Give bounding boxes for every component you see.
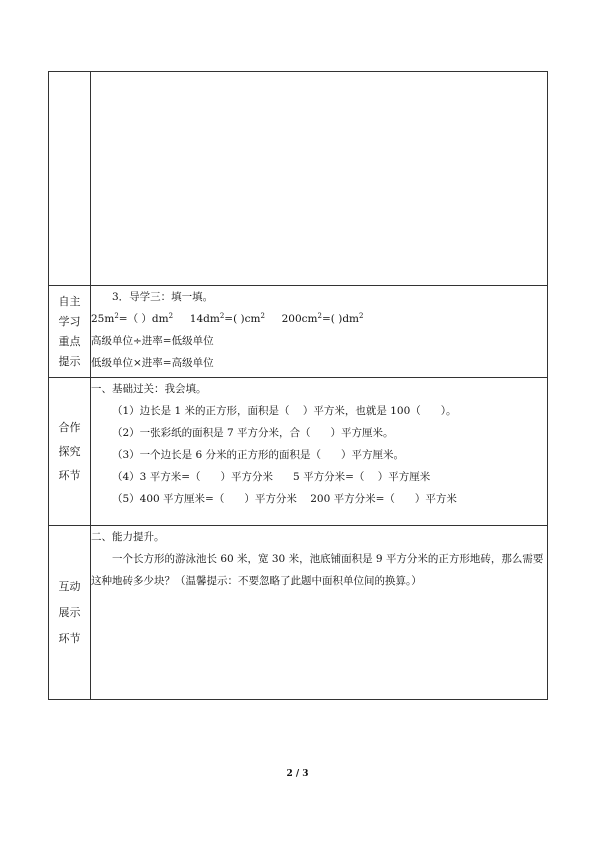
showcase-content — [91, 526, 548, 700]
exercise-item: （5）400 平方厘米=（ ）平方分米 200 平方分米=（ ）平方米 — [112, 493, 457, 505]
unit-text: 200cm — [264, 313, 318, 325]
unit-text: =（ ）dm — [118, 313, 169, 325]
exercise-item: （1）边长是 1 米的正方形，面积是（ ）平方米，也就是 100（ ）。 — [112, 405, 457, 417]
label-line: 探究 — [58, 444, 81, 458]
section-heading: 一、基础过关：我会填。 — [91, 383, 207, 395]
exponent: 2 — [168, 312, 174, 320]
exponent: 2 — [317, 312, 322, 320]
cooperation-content — [91, 378, 548, 526]
exponent: 2 — [114, 312, 119, 320]
exercise-item: （3）一个边长是 6 分米的正方形的面积是（ ）平方厘米。 — [112, 449, 405, 461]
showcase-row — [49, 526, 548, 700]
rule-line: 低级单位×进率=高级单位 — [91, 357, 214, 369]
blank-row — [49, 72, 548, 286]
blank-content-cell — [91, 72, 548, 286]
guide-three-title: 3．导学三：填一填。 — [112, 291, 214, 303]
lesson-table — [48, 71, 548, 700]
unit-text: 25m — [91, 313, 115, 325]
unit-conversion-line — [91, 308, 547, 330]
section-heading: 二、能力提升。 — [91, 531, 165, 543]
exponent: 2 — [359, 312, 364, 320]
key-points-content — [91, 286, 548, 378]
label-line: 互动 — [58, 579, 81, 593]
key-points-row — [49, 286, 548, 378]
unit-text: 14dm — [173, 313, 220, 325]
key-points-label — [49, 286, 91, 378]
cooperation-label — [49, 378, 91, 526]
lesson-table-wrapper — [48, 71, 548, 700]
label-line: 环节 — [58, 468, 81, 482]
unit-text: =( )cm — [224, 313, 261, 325]
exponent: 2 — [219, 312, 225, 320]
label-line: 提示 — [58, 354, 81, 368]
rule-line: 高级单位÷进率=低级单位 — [91, 335, 214, 347]
page-number: 2 / 3 — [286, 769, 309, 779]
showcase-label — [49, 526, 91, 700]
word-problem: 一个长方形的游泳池长 60 米，宽 30 米，池底铺面积是 9 平方分米的正方形地砖，那么需要这种地砖多少块？（温馨提示：不要忽略了此题中面积单位间的换算。） — [91, 553, 544, 587]
label-line: 合作 — [58, 420, 81, 434]
unit-text: =( )dm — [321, 313, 359, 325]
exponent: 2 — [260, 312, 265, 320]
cooperation-row — [49, 378, 548, 526]
label-line: 重点 — [58, 334, 81, 348]
blank-label-cell — [49, 72, 91, 286]
label-line: 学习 — [58, 314, 81, 328]
exercise-item: （4）3 平方米=（ ）平方分米 5 平方分米=（ ）平方厘米 — [112, 471, 431, 483]
label-line: 展示 — [58, 605, 81, 619]
label-line: 自主 — [58, 294, 81, 308]
exercise-item: （2）一张彩纸的面积是 7 平方分米，合（ ）平方厘米。 — [112, 427, 394, 439]
label-line: 环节 — [58, 631, 81, 645]
